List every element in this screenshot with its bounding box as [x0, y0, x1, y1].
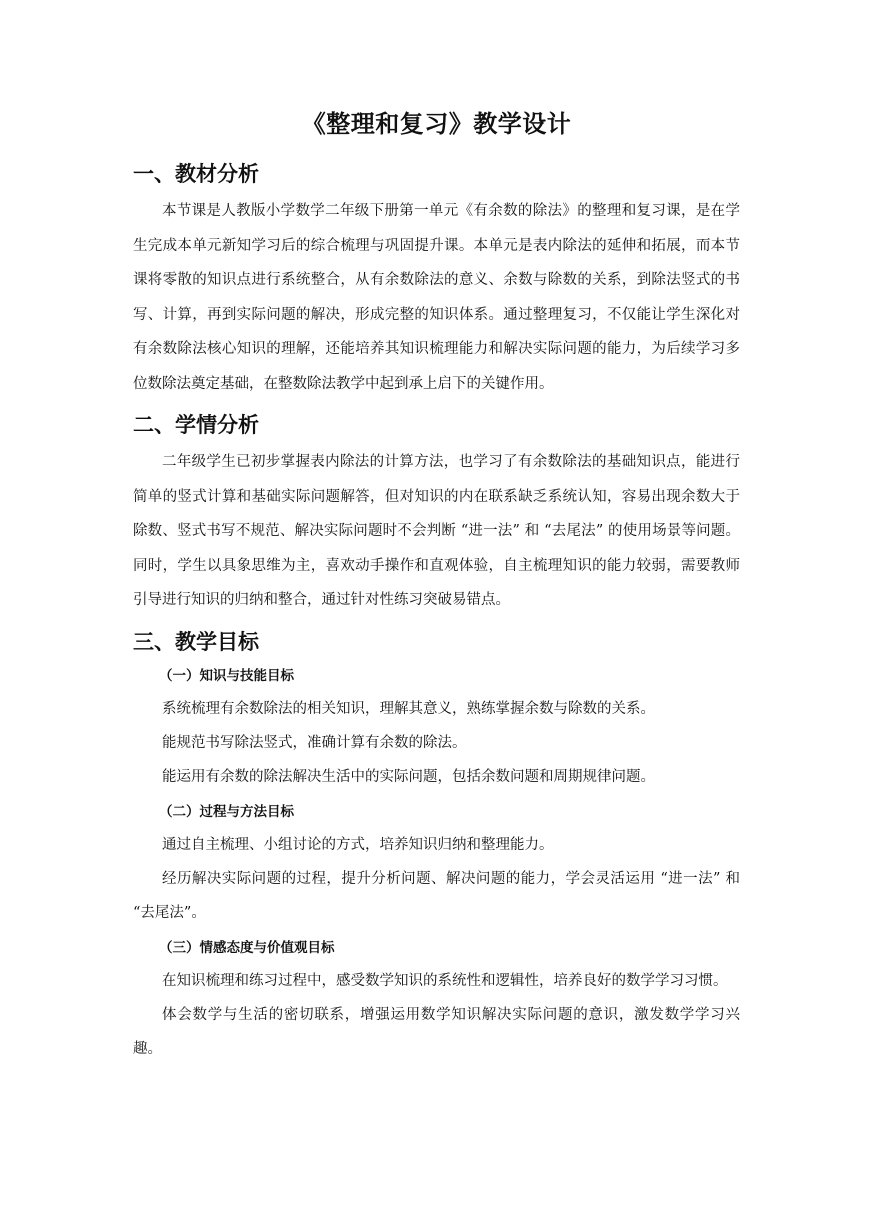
section-paragraph: 本节课是人教版小学数学二年级下册第一单元《有余数的除法》的整理和复习课，是在学生完成本单元新知学习后的综合梳理与巩固提升课。本单元是表内除法的延伸和拓展，而本节课将零散的知识点进行系统整合，从有余数除法的意义、余数与除数的关系，到除法竖式的书写、计算，再到实际问题的解决，形成完整的知识体系。通过整理复习，不仅能让学生深化对有余数除法核心知识的理解，还能培养其知识梳理能力和解决实际问题的能力，为后续学习多位数除法奠定基础，在整数除法教学中起到承上启下的关键作用。 — [133, 203, 740, 392]
goal-group-label: （三）情感态度与价值观目标 — [159, 939, 335, 956]
goal-group-process — [133, 798, 740, 930]
section-paragraph: 二年级学生已初步掌握表内除法的计算方法，也学习了有余数除法的基础知识点，能进行简单的竖式计算和基础实际问题解答，但对知识的内在联系缺乏系统认知，容易出现余数大于除数、竖式书写不规范、解决实际问题时不会判断 “进一法” 和 “去尾法” 的使用场景等问题。同时，学生以具象思维为主，喜欢动手操作和直观体验，自主梳理知识的能力较弱，需要教师引导进行知识的归纳和整合，通过针对性练习突破易错点。 — [133, 454, 740, 608]
goal-item: 体会数学与生活的密切联系，增强运用数学知识解决实际问题的意识，激发数学学习兴趣。 — [133, 1006, 740, 1057]
goal-item: 经历解决实际问题的过程，提升分析问题、解决问题的能力，学会灵活运用 “进一法” 和 “去尾法”。 — [133, 870, 740, 921]
goal-item: 能运用有余数的除法解决生活中的实际问题，包括余数问题和周期规律问题。 — [162, 768, 655, 785]
goal-group-knowledge — [133, 662, 740, 794]
goal-group-label: （二）过程与方法目标 — [159, 803, 294, 820]
goal-group-label: （一）知识与技能目标 — [159, 667, 294, 684]
section-heading: 三、教学目标 — [133, 629, 259, 654]
goal-item: 在知识梳理和练习过程中，感受数学知识的系统性和逻辑性，培养良好的数学学习习惯。 — [162, 972, 728, 989]
goal-item: 通过自主梳理、小组讨论的方式，培养知识归纳和整理能力。 — [162, 836, 554, 853]
section-student-analysis — [133, 411, 740, 618]
section-textbook-analysis — [133, 160, 740, 401]
section-heading: 二、学情分析 — [133, 413, 259, 437]
goal-item: 能规范书写除法竖式，准确计算有余数的除法。 — [162, 734, 467, 751]
document-title: 《整理和复习》教学设计 — [301, 110, 572, 138]
section-teaching-goals — [133, 628, 740, 1066]
goal-item: 系统梳理有余数除法的相关知识，理解其意义，熟练掌握余数与除数的关系。 — [162, 700, 655, 717]
document-page — [133, 108, 740, 1066]
goal-group-attitude — [133, 934, 740, 1066]
section-heading: 一、教材分析 — [133, 162, 259, 186]
